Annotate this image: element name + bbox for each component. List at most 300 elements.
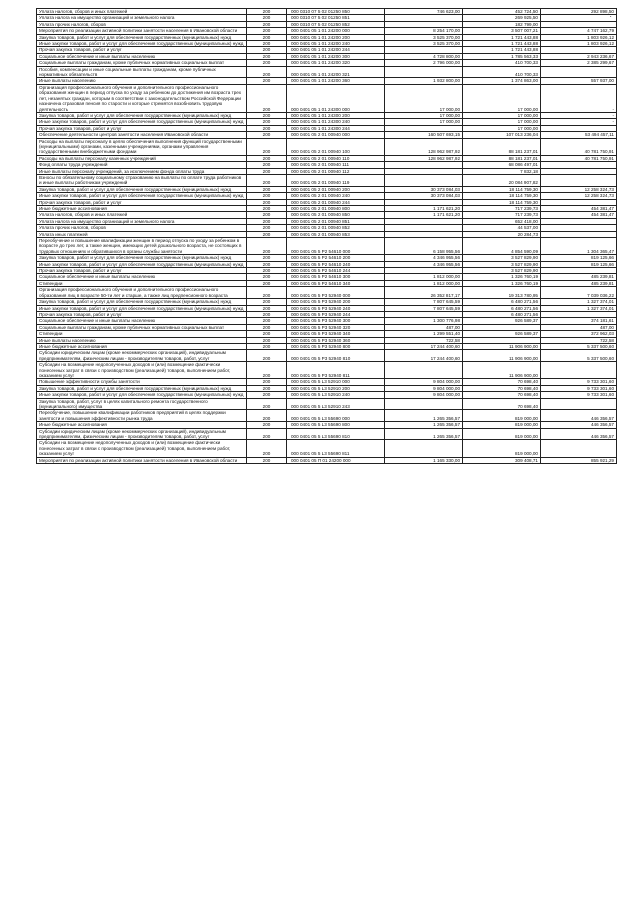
table-row bbox=[37, 155, 617, 161]
row-approved-cell: 1 265 356,57 bbox=[385, 428, 463, 440]
row-executed-cell: 88 181 237,01 bbox=[463, 155, 541, 161]
row-kbk-cell: 000 0401 05 5 P3 52940 320 bbox=[287, 324, 385, 330]
row-executed-cell: 20 284,73 bbox=[463, 231, 541, 237]
row-name-cell: Социальное обеспечение и иные выплаты населению bbox=[37, 53, 247, 59]
table-row bbox=[37, 362, 617, 379]
row-kbk-cell: 000 0401 05 1 01 24200 244 bbox=[287, 47, 385, 53]
table-row bbox=[37, 186, 617, 192]
table-row bbox=[37, 15, 617, 21]
row-name-cell: Уплата налогов, сборов и иных платежей bbox=[37, 212, 247, 218]
row-unexecuted-cell bbox=[541, 398, 617, 410]
row-unexecuted-cell: 485 239,81 bbox=[541, 280, 617, 286]
row-executed-cell: 6 480 271,56 bbox=[463, 311, 541, 317]
row-code-cell: 200 bbox=[247, 162, 287, 168]
table-row bbox=[37, 41, 617, 47]
row-unexecuted-cell: 374 181,61 bbox=[541, 318, 617, 324]
row-executed-cell: 3 507 007,21 bbox=[463, 28, 541, 34]
row-executed-cell: 18 114 759,30 bbox=[463, 193, 541, 199]
row-name-cell: Прочая закупка товаров, работ и услуг bbox=[37, 199, 247, 205]
row-kbk-cell: 000 0401 05 1 01 24200 321 bbox=[287, 66, 385, 78]
row-name-cell: Иные закупки товаров, работ и услуг для обеспечения государственных (муниципальных) нужд bbox=[37, 261, 247, 267]
row-kbk-cell: 000 0401 05 1 01 24300 244 bbox=[287, 125, 385, 131]
row-executed-cell: 70 698,40 bbox=[463, 392, 541, 398]
row-code-cell: 200 bbox=[247, 218, 287, 224]
row-executed-cell: 926 589,37 bbox=[463, 331, 541, 337]
row-unexecuted-cell: 9 733 301,60 bbox=[541, 392, 617, 398]
row-approved-cell: 1 265 356,57 bbox=[385, 422, 463, 428]
row-executed-cell: 269 925,50 bbox=[463, 15, 541, 21]
row-kbk-cell: 000 0401 05 5 P2 54610 340 bbox=[287, 280, 385, 286]
row-name-cell: Переобучение и повышение квалификации женщин в период отпуска по уходу за ребенком в возрасте до трех лет, а также женщин, имеющих детей дошкольного возраста, не состоящих в трудовых отношениях и обратившихся в органы службы занятости bbox=[37, 238, 247, 255]
row-kbk-cell: 000 0401 05 5 P3 52940 800 bbox=[287, 343, 385, 349]
row-kbk-cell: 000 0401 05 2 01 00940 112 bbox=[287, 168, 385, 174]
row-unexecuted-cell: - bbox=[541, 119, 617, 125]
row-code-cell: 200 bbox=[247, 206, 287, 212]
table-row bbox=[37, 119, 617, 125]
row-name-cell: Иные закупки товаров, работ и услуг для обеспечения государственных (муниципальных) нужд bbox=[37, 119, 247, 125]
table-row bbox=[37, 238, 617, 255]
table-row bbox=[37, 379, 617, 385]
row-name-cell: Прочая закупка товаров, работ и услуг bbox=[37, 311, 247, 317]
row-name-cell: Иные закупки товаров, работ и услуг для обеспечения государственных (муниципальных) нужд bbox=[37, 392, 247, 398]
row-approved-cell: 30 373 084,03 bbox=[385, 193, 463, 199]
row-code-cell: 200 bbox=[247, 47, 287, 53]
row-kbk-cell: 000 0401 05 5 P3 52940 240 bbox=[287, 305, 385, 311]
row-approved-cell: 17 244 400,60 bbox=[385, 350, 463, 362]
row-executed-cell: 17 000,00 bbox=[463, 125, 541, 131]
table-row bbox=[37, 318, 617, 324]
row-executed-cell: 70 698,40 bbox=[463, 385, 541, 391]
row-approved-cell: 17 000,00 bbox=[385, 112, 463, 118]
row-approved-cell bbox=[385, 66, 463, 78]
row-code-cell: 200 bbox=[247, 287, 287, 299]
row-code-cell: 200 bbox=[247, 112, 287, 118]
row-kbk-cell: 000 0401 05 5 P3 52940 340 bbox=[287, 331, 385, 337]
row-executed-cell: 1 721 443,88 bbox=[463, 47, 541, 53]
row-unexecuted-cell bbox=[541, 174, 617, 186]
row-executed-cell: 410 700,33 bbox=[463, 66, 541, 78]
row-approved-cell: 1 812 000,00 bbox=[385, 280, 463, 286]
row-unexecuted-cell: 40 781 750,91 bbox=[541, 155, 617, 161]
table-row bbox=[37, 174, 617, 186]
row-unexecuted-cell bbox=[541, 440, 617, 457]
row-approved-cell: 1 171 621,20 bbox=[385, 212, 463, 218]
row-kbk-cell: 000 0401 05 5 L3 55690 800 bbox=[287, 422, 385, 428]
row-unexecuted-cell: 446 356,57 bbox=[541, 410, 617, 422]
row-kbk-cell: 000 0401 05 1 01 24200 000 bbox=[287, 28, 385, 34]
row-approved-cell: 3 525 370,00 bbox=[385, 34, 463, 40]
row-approved-cell: 1 299 551,40 bbox=[385, 331, 463, 337]
row-executed-cell: 819 000,00 bbox=[463, 410, 541, 422]
table-row bbox=[37, 385, 617, 391]
row-code-cell: 200 bbox=[247, 343, 287, 349]
row-name-cell: Социальное обеспечение и иные выплаты населению bbox=[37, 318, 247, 324]
row-kbk-cell: 000 0401 05 2 01 00940 852 bbox=[287, 225, 385, 231]
table-row bbox=[37, 287, 617, 299]
row-code-cell: 200 bbox=[247, 398, 287, 410]
row-approved-cell: 487,00 bbox=[385, 324, 463, 330]
row-approved-cell: 1 812 000,00 bbox=[385, 274, 463, 280]
row-executed-cell: 3 527 829,90 bbox=[463, 268, 541, 274]
row-executed-cell: 1 721 443,88 bbox=[463, 41, 541, 47]
row-name-cell: Уплата прочих налогов, сборов bbox=[37, 21, 247, 27]
table-row bbox=[37, 457, 617, 463]
row-unexecuted-cell: 485 239,81 bbox=[541, 274, 617, 280]
row-kbk-cell: 000 0401 05 5 L3 55690 000 bbox=[287, 410, 385, 422]
row-code-cell: 200 bbox=[247, 362, 287, 379]
row-kbk-cell: 000 0401 05 5 L3 55690 810 bbox=[287, 428, 385, 440]
row-kbk-cell: 000 0401 05 1 01 24200 240 bbox=[287, 41, 385, 47]
row-unexecuted-cell: 2 943 236,67 bbox=[541, 53, 617, 59]
table-row bbox=[37, 112, 617, 118]
row-name-cell: Мероприятия по реализации активной политики занятости населения в Ивановской области bbox=[37, 28, 247, 34]
row-executed-cell: 717 239,73 bbox=[463, 212, 541, 218]
row-approved-cell: 722,58 bbox=[385, 337, 463, 343]
row-code-cell: 200 bbox=[247, 199, 287, 205]
row-kbk-cell: 000 0401 05 5 P2 54610 240 bbox=[287, 261, 385, 267]
row-unexecuted-cell: 1 803 926,12 bbox=[541, 34, 617, 40]
row-executed-cell: 819 000,00 bbox=[463, 440, 541, 457]
row-executed-cell: 4 854 590,09 bbox=[463, 238, 541, 255]
row-executed-cell: 1 721 443,88 bbox=[463, 34, 541, 40]
row-code-cell: 200 bbox=[247, 428, 287, 440]
row-unexecuted-cell: 454 381,47 bbox=[541, 212, 617, 218]
row-code-cell: 200 bbox=[247, 155, 287, 161]
row-executed-cell: 11 906 900,00 bbox=[463, 362, 541, 379]
row-code-cell: 200 bbox=[247, 168, 287, 174]
row-name-cell: Иные выплаты персоналу учреждений, за исключением фонда оплаты труда bbox=[37, 168, 247, 174]
row-kbk-cell: 000 0401 05 2 01 00940 100 bbox=[287, 138, 385, 155]
row-code-cell: 200 bbox=[247, 53, 287, 59]
row-executed-cell: 70 698,40 bbox=[463, 398, 541, 410]
table-row bbox=[37, 398, 617, 410]
row-kbk-cell: 000 0401 05 2 01 00940 851 bbox=[287, 218, 385, 224]
row-name-cell: Закупка товаров, работ и услуг для обеспечения государственных (муниципальных) нужд bbox=[37, 385, 247, 391]
row-code-cell: 200 bbox=[247, 15, 287, 21]
row-code-cell: 200 bbox=[247, 125, 287, 131]
row-executed-cell: 1 326 760,19 bbox=[463, 274, 541, 280]
row-executed-cell: 20 084 907,82 bbox=[463, 174, 541, 186]
table-row bbox=[37, 53, 617, 59]
row-name-cell: Иные выплаты населению bbox=[37, 337, 247, 343]
row-kbk-cell: 000 0401 05 5 P3 52940 300 bbox=[287, 318, 385, 324]
row-code-cell: 200 bbox=[247, 231, 287, 237]
row-code-cell: 200 bbox=[247, 138, 287, 155]
row-name-cell: Иные бюджетные ассигнования bbox=[37, 422, 247, 428]
row-kbk-cell: 000 0310 07 5 02 01250 851 bbox=[287, 15, 385, 21]
row-name-cell: Социальные выплаты гражданам, кроме публичных нормативных социальных выплат bbox=[37, 60, 247, 66]
row-code-cell: 200 bbox=[247, 41, 287, 47]
row-kbk-cell: 000 0310 07 5 02 01250 852 bbox=[287, 21, 385, 27]
row-executed-cell: 68 086 497,01 bbox=[463, 162, 541, 168]
row-kbk-cell: 000 0401 05 2 01 00940 110 bbox=[287, 155, 385, 161]
row-kbk-cell: 000 0401 05 2 01 00940 119 bbox=[287, 174, 385, 186]
table-body bbox=[37, 9, 617, 464]
row-unexecuted-cell: 454 381,47 bbox=[541, 206, 617, 212]
row-name-cell: Иные закупки товаров, работ и услуг для обеспечения государственных (муниципальных) нужд bbox=[37, 193, 247, 199]
row-approved-cell: 2 796 000,00 bbox=[385, 60, 463, 66]
row-kbk-cell: 000 0401 05 5 L3 52910 000 bbox=[287, 379, 385, 385]
row-approved-cell bbox=[385, 440, 463, 457]
row-approved-cell: 26 352 817,17 bbox=[385, 287, 463, 299]
row-unexecuted-cell: 372 962,03 bbox=[541, 331, 617, 337]
row-kbk-cell: 000 0401 05 5 P2 54610 300 bbox=[287, 274, 385, 280]
row-approved-cell: 746 623,00 bbox=[385, 9, 463, 15]
row-code-cell: 200 bbox=[247, 337, 287, 343]
row-executed-cell: 452 724,50 bbox=[463, 9, 541, 15]
row-approved-cell: 4 346 955,56 bbox=[385, 261, 463, 267]
row-kbk-cell: 000 0401 05 2 01 00940 850 bbox=[287, 212, 385, 218]
row-unexecuted-cell: 819 125,66 bbox=[541, 261, 617, 267]
row-kbk-cell: 000 0401 05 5 P2 54610 200 bbox=[287, 255, 385, 261]
row-code-cell: 200 bbox=[247, 274, 287, 280]
row-kbk-cell: 000 0401 05 5 P2 54610 244 bbox=[287, 268, 385, 274]
row-kbk-cell: 000 0401 05 5 L3 52910 243 bbox=[287, 398, 385, 410]
row-name-cell: Социальные выплаты гражданам, кроме публичных нормативных социальных выплат bbox=[37, 324, 247, 330]
row-approved-cell: 160 507 693,15 bbox=[385, 132, 463, 138]
row-code-cell: 200 bbox=[247, 457, 287, 463]
row-approved-cell: 9 804 000,00 bbox=[385, 379, 463, 385]
row-approved-cell: 7 807 645,59 bbox=[385, 299, 463, 305]
row-executed-cell: 18 114 759,30 bbox=[463, 186, 541, 192]
row-kbk-cell: 000 0401 05 5 P3 52940 000 bbox=[287, 287, 385, 299]
row-name-cell: Социальное обеспечение и иные выплаты населению bbox=[37, 274, 247, 280]
row-name-cell: Организация профессионального обучения и дополнительного профессионального образования лиц в возрасте 50-ти лет и старше, а также лиц предпенсионного возраста bbox=[37, 287, 247, 299]
row-name-cell: Субсидии на возмещение недополученных доходов и (или) возмещение фактически понесенных затрат в связи с производством (реализацией) товаров, выполнением работ, оказанием услуг bbox=[37, 362, 247, 379]
row-executed-cell: 107 013 236,04 bbox=[463, 132, 541, 138]
row-approved-cell: 17 244 400,60 bbox=[385, 343, 463, 349]
table-row bbox=[37, 350, 617, 362]
row-name-cell: Пособия, компенсации и иные социальные выплаты гражданам, кроме публичных нормативных обязательств bbox=[37, 66, 247, 78]
row-executed-cell: 19 313 780,95 bbox=[463, 287, 541, 299]
row-code-cell: 200 bbox=[247, 212, 287, 218]
row-kbk-cell: 000 0401 05 1 01 24200 200 bbox=[287, 34, 385, 40]
row-name-cell: Уплата налога на имущество организаций и земельного налога bbox=[37, 15, 247, 21]
row-kbk-cell: 000 0401 05 2 01 00940 200 bbox=[287, 186, 385, 192]
table-row bbox=[37, 261, 617, 267]
row-executed-cell: 1 326 760,19 bbox=[463, 280, 541, 286]
row-unexecuted-cell: 1 304 365,47 bbox=[541, 238, 617, 255]
row-executed-cell: 717 239,73 bbox=[463, 206, 541, 212]
row-executed-cell: 926 589,37 bbox=[463, 318, 541, 324]
row-executed-cell: 17 000,00 bbox=[463, 112, 541, 118]
table-row bbox=[37, 60, 617, 66]
row-executed-cell: 309 408,71 bbox=[463, 457, 541, 463]
row-executed-cell: 819 000,00 bbox=[463, 422, 541, 428]
row-unexecuted-cell: 487,00 bbox=[541, 324, 617, 330]
row-code-cell: 200 bbox=[247, 410, 287, 422]
row-kbk-cell: 000 0401 05 5 P2 54610 000 bbox=[287, 238, 385, 255]
table-row bbox=[37, 305, 617, 311]
row-unexecuted-cell: 557 937,00 bbox=[541, 78, 617, 84]
row-kbk-cell: 000 0401 05 5 P3 52940 244 bbox=[287, 311, 385, 317]
row-unexecuted-cell: 292 898,50 bbox=[541, 9, 617, 15]
row-code-cell: 200 bbox=[247, 119, 287, 125]
table-row bbox=[37, 168, 617, 174]
row-unexecuted-cell: 819 125,66 bbox=[541, 255, 617, 261]
row-approved-cell: 4 728 800,00 bbox=[385, 53, 463, 59]
row-code-cell: 200 bbox=[247, 299, 287, 305]
row-executed-cell: 7 832,18 bbox=[463, 168, 541, 174]
row-name-cell: Иные закупки товаров, работ и услуг для обеспечения государственных (муниципальных) нужд bbox=[37, 41, 247, 47]
row-code-cell: 200 bbox=[247, 174, 287, 186]
table-row bbox=[37, 428, 617, 440]
row-kbk-cell: 000 0401 05 1 01 24300 240 bbox=[287, 119, 385, 125]
row-code-cell: 200 bbox=[247, 324, 287, 330]
table-row bbox=[37, 299, 617, 305]
row-approved-cell: 1 165 330,00 bbox=[385, 457, 463, 463]
row-name-cell: Иные бюджетные ассигнования bbox=[37, 343, 247, 349]
row-unexecuted-cell: 5 337 500,60 bbox=[541, 343, 617, 349]
table-row bbox=[37, 138, 617, 155]
row-name-cell: Закупка товаров, работ и услуг для обеспечения государственных (муниципальных) нужд bbox=[37, 255, 247, 261]
row-approved-cell: 128 962 987,92 bbox=[385, 138, 463, 155]
row-kbk-cell: 000 0310 07 5 02 01250 850 bbox=[287, 9, 385, 15]
table-row bbox=[37, 440, 617, 457]
row-name-cell: Субсидии на возмещение недополученных доходов и (или) возмещение фактически понесенных затрат в связи с производством (реализацией) товаров, выполнением работ, оказанием услуг bbox=[37, 440, 247, 457]
row-code-cell: 200 bbox=[247, 186, 287, 192]
table-row bbox=[37, 9, 617, 15]
row-kbk-cell: 000 0401 05 2 01 00940 000 bbox=[287, 132, 385, 138]
table-row bbox=[37, 66, 617, 78]
row-name-cell: Субсидии юридическим лицам (кроме некоммерческих организаций), индивидуальным предпринимателям, физическим лицам - производителям товаров, работ, услуг bbox=[37, 428, 247, 440]
row-code-cell: 200 bbox=[247, 280, 287, 286]
row-approved-cell: 1 171 621,20 bbox=[385, 206, 463, 212]
row-kbk-cell: 000 0401 05 2 01 00940 800 bbox=[287, 206, 385, 212]
row-executed-cell: 88 181 237,01 bbox=[463, 138, 541, 155]
row-name-cell: Переобучение, повышение квалификации работников предприятий в целях поддержки занятости и повышения эффективности рынка труда bbox=[37, 410, 247, 422]
row-code-cell: 200 bbox=[247, 350, 287, 362]
row-unexecuted-cell: 53 494 457,11 bbox=[541, 132, 617, 138]
row-kbk-cell: 000 0401 05 5 L3 52910 200 bbox=[287, 385, 385, 391]
row-unexecuted-cell: 12 258 324,73 bbox=[541, 193, 617, 199]
row-code-cell: 200 bbox=[247, 440, 287, 457]
row-unexecuted-cell: 722,58 bbox=[541, 337, 617, 343]
row-unexecuted-cell: 1 327 374,01 bbox=[541, 299, 617, 305]
row-approved-cell: 9 804 000,00 bbox=[385, 385, 463, 391]
row-code-cell: 200 bbox=[247, 21, 287, 27]
row-unexecuted-cell: 1 327 374,01 bbox=[541, 305, 617, 311]
row-executed-cell: 819 000,00 bbox=[463, 428, 541, 440]
row-code-cell: 200 bbox=[247, 9, 287, 15]
row-code-cell: 200 bbox=[247, 238, 287, 255]
row-code-cell: 200 bbox=[247, 305, 287, 311]
table-row bbox=[37, 28, 617, 34]
row-name-cell: Уплата налогов, сборов и иных платежей bbox=[37, 9, 247, 15]
table-row bbox=[37, 132, 617, 138]
table-row bbox=[37, 255, 617, 261]
row-kbk-cell: 000 0401 05 2 01 00940 244 bbox=[287, 199, 385, 205]
row-executed-cell: 410 700,33 bbox=[463, 60, 541, 66]
row-unexecuted-cell: 2 385 299,67 bbox=[541, 60, 617, 66]
budget-execution-table bbox=[36, 8, 617, 464]
row-unexecuted-cell: 1 803 926,12 bbox=[541, 41, 617, 47]
row-kbk-cell: 000 0401 05 5 L3 52910 240 bbox=[287, 392, 385, 398]
row-approved-cell bbox=[385, 398, 463, 410]
row-approved-cell: 8 254 170,00 bbox=[385, 28, 463, 34]
row-executed-cell: 3 527 829,90 bbox=[463, 261, 541, 267]
row-kbk-cell: 000 0401 05 5 P3 52940 811 bbox=[287, 362, 385, 379]
row-approved-cell: 1 300 776,98 bbox=[385, 318, 463, 324]
row-executed-cell: 17 000,00 bbox=[463, 119, 541, 125]
row-unexecuted-cell: 9 733 301,60 bbox=[541, 385, 617, 391]
row-unexecuted-cell: 446 356,57 bbox=[541, 422, 617, 428]
report-page bbox=[36, 8, 616, 464]
row-name-cell: Иные закупки товаров, работ и услуг для обеспечения государственных (муниципальных) нужд bbox=[37, 305, 247, 311]
row-approved-cell bbox=[385, 362, 463, 379]
row-name-cell: Уплата иных платежей bbox=[37, 231, 247, 237]
table-row bbox=[37, 84, 617, 112]
row-name-cell: Взносы по обязательному социальному страхованию на выплаты по оплате труда работников и иные выплаты работникам учреждений bbox=[37, 174, 247, 186]
row-name-cell: Уплата налога на имущество организаций и земельного налога bbox=[37, 218, 247, 224]
row-code-cell: 200 bbox=[247, 225, 287, 231]
corner-mark: · bbox=[609, 12, 612, 21]
row-name-cell: Прочая закупка товаров, работ и услуг bbox=[37, 125, 247, 131]
row-unexecuted-cell: 7 039 036,22 bbox=[541, 287, 617, 299]
table-row bbox=[37, 34, 617, 40]
row-unexecuted-cell: - bbox=[541, 112, 617, 118]
row-code-cell: 200 bbox=[247, 34, 287, 40]
row-unexecuted-cell: 5 337 500,60 bbox=[541, 350, 617, 362]
row-name-cell: Закупка товаров, работ и услуг для обеспечения государственных (муниципальных) нужд bbox=[37, 186, 247, 192]
row-executed-cell: 70 698,40 bbox=[463, 379, 541, 385]
row-code-cell: 200 bbox=[247, 84, 287, 112]
row-unexecuted-cell: 9 733 301,60 bbox=[541, 379, 617, 385]
row-code-cell: 200 bbox=[247, 78, 287, 84]
row-name-cell: Организация профессионального обучения и дополнительного профессионального образования женщин в период отпуска по уходу за ребенком до достижения им возраста трех лет, незанятых граждан, которым в соответствии с законодательством Российской Федерации назначена страховая пенсия по старости и которые стремятся возобновить трудовую деятельность bbox=[37, 84, 247, 112]
row-name-cell: Повышение эффективности службы занятости bbox=[37, 379, 247, 385]
row-code-cell: 200 bbox=[247, 331, 287, 337]
row-unexecuted-cell: 40 781 750,91 bbox=[541, 138, 617, 155]
row-name-cell: Иные бюджетные ассигнования bbox=[37, 206, 247, 212]
row-kbk-cell: 000 0401 05 5 P3 52940 200 bbox=[287, 299, 385, 305]
row-code-cell: 200 bbox=[247, 132, 287, 138]
row-executed-cell: 652 418,00 bbox=[463, 218, 541, 224]
row-unexecuted-cell: 855 921,29 bbox=[541, 457, 617, 463]
row-unexecuted-cell: 446 356,57 bbox=[541, 428, 617, 440]
row-code-cell: 200 bbox=[247, 193, 287, 199]
row-approved-cell: 17 000,00 bbox=[385, 119, 463, 125]
row-approved-cell: 3 525 370,00 bbox=[385, 41, 463, 47]
row-kbk-cell: 000 0401 05 П 01 24200 000 bbox=[287, 457, 385, 463]
row-name-cell: Мероприятия по реализации активной политики занятости населения в Ивановской области bbox=[37, 457, 247, 463]
row-executed-cell: 11 906 900,00 bbox=[463, 343, 541, 349]
row-name-cell: Фонд оплаты труда учреждений bbox=[37, 162, 247, 168]
row-approved-cell: 1 932 800,00 bbox=[385, 78, 463, 84]
row-executed-cell: 6 480 271,56 bbox=[463, 305, 541, 311]
row-approved-cell: 30 373 084,03 bbox=[385, 186, 463, 192]
row-executed-cell: 18 114 759,30 bbox=[463, 199, 541, 205]
row-kbk-cell: 000 0401 05 5 P3 52940 810 bbox=[287, 350, 385, 362]
row-approved-cell: 128 962 987,92 bbox=[385, 155, 463, 161]
row-name-cell: Закупка товаров, работ и услуг для обеспечения государственных (муниципальных) нужд bbox=[37, 112, 247, 118]
row-code-cell: 200 bbox=[247, 261, 287, 267]
row-kbk-cell: 000 0401 05 1 01 24200 320 bbox=[287, 60, 385, 66]
row-kbk-cell: 000 0401 05 1 01 24200 300 bbox=[287, 53, 385, 59]
row-executed-cell: 1 374 863,00 bbox=[463, 78, 541, 84]
row-code-cell: 200 bbox=[247, 392, 287, 398]
row-executed-cell: 1 785 563,33 bbox=[463, 53, 541, 59]
row-code-cell: 200 bbox=[247, 66, 287, 78]
row-code-cell: 200 bbox=[247, 255, 287, 261]
row-code-cell: 200 bbox=[247, 318, 287, 324]
row-approved-cell: 1 265 356,57 bbox=[385, 410, 463, 422]
row-executed-cell: 3 527 829,90 bbox=[463, 255, 541, 261]
table-row bbox=[37, 193, 617, 199]
row-executed-cell: 11 906 900,00 bbox=[463, 350, 541, 362]
table-row bbox=[37, 274, 617, 280]
row-code-cell: 200 bbox=[247, 28, 287, 34]
